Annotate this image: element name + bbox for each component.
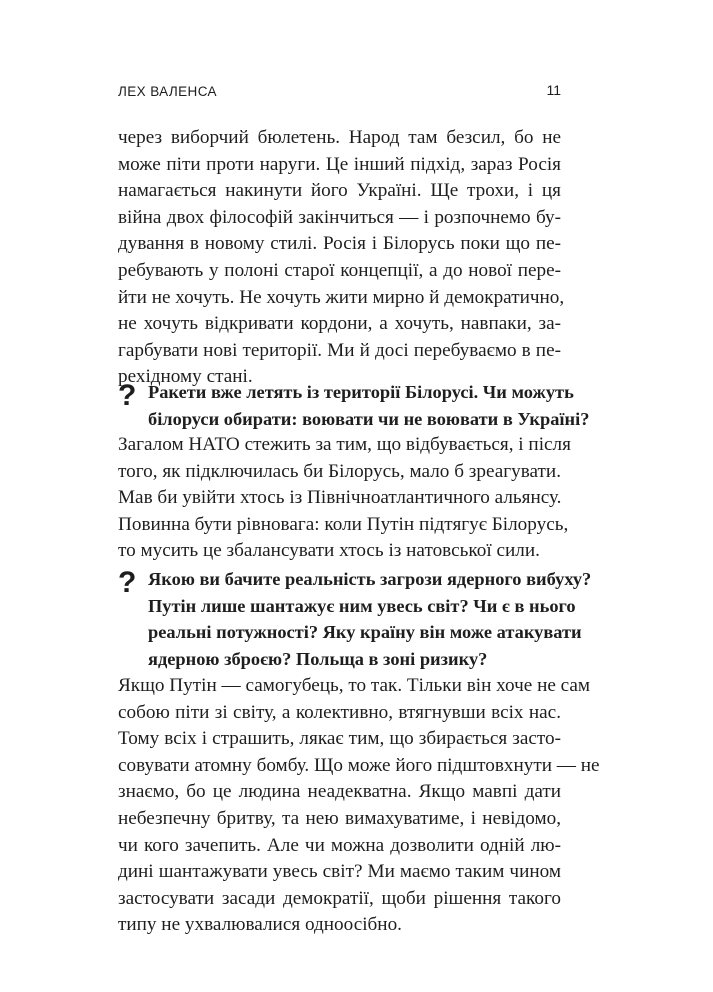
question-line: реальні потужності? Яку країну він може атакувати bbox=[148, 622, 582, 643]
text-line: йти не хочуть. Не хочуть жити мирно й демократично, bbox=[118, 286, 565, 308]
answer-2 bbox=[118, 673, 600, 939]
question-2 bbox=[118, 566, 592, 672]
answer-1 bbox=[118, 432, 571, 565]
text-line: того, як підключилась би Білорусь, мало б зреагувати. bbox=[118, 460, 561, 482]
text-line: Загалом НАТО стежить за тим, що відбувається, і після bbox=[118, 434, 571, 455]
text-line: чи кого зачепить. Але чи можна дозволити одній лю- bbox=[118, 834, 561, 856]
text-line: рехідному стані. bbox=[118, 366, 253, 388]
text-line: через виборчий бюлетень. Народ там безсил, бо не bbox=[118, 127, 561, 148]
text-line: Якщо Путін — самогубець, то так. Тільки він хоче не сам bbox=[118, 675, 591, 696]
text-line: намагається накинути його Україні. Ще трохи, і ця bbox=[118, 180, 561, 202]
text-line: війна двох філософій закінчиться — і розпочнемо бу- bbox=[118, 206, 561, 228]
question-mark-icon: ? bbox=[118, 566, 137, 599]
question-line: Якою ви бачите реальність загрози ядерного вибуху? bbox=[148, 569, 592, 589]
text-line: ребувають у полоні старої концепції, а до нової пере- bbox=[118, 259, 561, 281]
text-line: гарбувати нові території. Ми й досі перебуваємо в пе- bbox=[118, 339, 561, 361]
question-line: ядерною зброєю? Польща в зоні ризику? bbox=[148, 648, 488, 669]
text-line: може піти проти наруги. Це інший підхід, зараз Росія bbox=[118, 153, 561, 175]
text-line: то мусить це збалансувати хтось із натовської сили. bbox=[118, 540, 540, 562]
text-line: совувати атомну бомбу. Що може його підштовхнути — не bbox=[118, 754, 600, 776]
text-line: не хочуть відкривати кордони, а хочуть, навпаки, за- bbox=[118, 313, 561, 335]
text-line: застосувати засади демократії, щоби рішення такого bbox=[118, 887, 561, 909]
text-line: Мав би увійти хтось із Північноатлантичного альянсу. bbox=[118, 487, 562, 509]
question-mark-icon: ? bbox=[118, 379, 137, 412]
running-head: ЛЕХ ВАЛЕНСА bbox=[118, 84, 217, 99]
text-line: Повинна бути рівновага: коли Путін підтягує Білорусь, bbox=[118, 513, 569, 535]
text-line: собою піти зі світу, а колективно, втягнувши всіх нас. bbox=[118, 701, 561, 723]
text-line: небезпечну бритву, та нею вимахуватиме, і невідомо, bbox=[118, 807, 561, 829]
question-line: Ракети вже летять із території Білорусі. Чи можуть bbox=[148, 382, 574, 402]
text-line: типу не ухвалювалися одноосібно. bbox=[118, 914, 402, 936]
text-line: знаємо, бо це людина неадекватна. Якщо мавпі дати bbox=[118, 781, 561, 803]
question-1 bbox=[118, 379, 590, 432]
text-line: дині шантажувати увесь світ? Ми маємо таким чином bbox=[118, 861, 561, 883]
paragraph-1 bbox=[118, 125, 565, 391]
text-line: дування в новому стилі. Росія і Білорусь поки що пе- bbox=[118, 233, 561, 255]
question-line: білоруси обирати: воювати чи не воювати в Україні? bbox=[148, 408, 590, 429]
text-line: Тому всіх і страшить, лякає тим, що збирається засто- bbox=[118, 728, 561, 750]
question-line: Путін лише шантажує ним увесь світ? Чи є в нього bbox=[148, 595, 576, 616]
page-number: 11 bbox=[546, 82, 561, 98]
